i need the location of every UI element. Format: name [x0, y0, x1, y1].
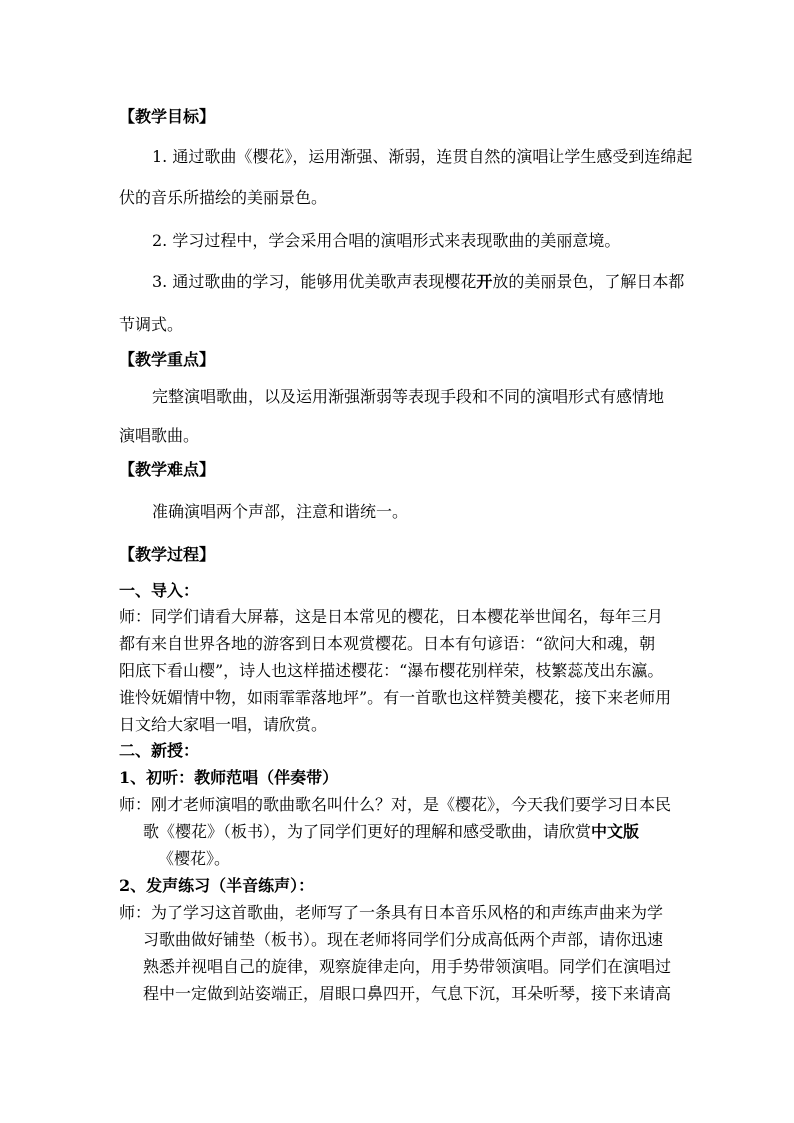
difficulties-line-1: 准确演唱两个声部，注意和谐统一。	[152, 502, 409, 521]
goals-item-2: 2. 学习过程中，学会采用合唱的演唱形式来表现歌曲的美丽意境。	[152, 231, 621, 250]
process-step-2-line-2: 习歌曲做好铺垫（板书）。现在老师将同学们分成高低两个声部，请你迅速	[143, 930, 664, 949]
key-points-line-2: 演唱歌曲。	[119, 426, 200, 445]
key-points-heading: 【教学重点】	[119, 350, 216, 369]
process-step-1-text: 歌《樱花》（板书），为了同学们更好的理解和感受歌曲，请欣赏	[143, 822, 592, 841]
goals-item-3-line-1	[152, 272, 684, 292]
process-part-1-line-1: 师：同学们请看大屏幕，这是日本常见的樱花，日本樱花举世闻名，每年三月	[119, 607, 664, 626]
process-step-2-line-3: 熟悉并视唱自己的旋律，观察旋律走向，用手势带领演唱。同学们在演唱过	[143, 957, 672, 976]
process-step-1-line-3: 《樱花》。	[158, 849, 231, 868]
process-step-1-title: 1、初听：教师范唱（伴奏带）	[119, 768, 339, 787]
process-heading: 【教学过程】	[119, 545, 216, 564]
process-part-1-line-5: 日文给大家唱一唱，请欣赏。	[119, 715, 328, 734]
process-part-1-title: 一、导入：	[119, 581, 200, 600]
process-part-2-title: 二、新授：	[119, 741, 200, 760]
goals-item-3-text-a: 3. 通过歌曲的学习，能够用优美歌声表现樱花	[152, 272, 477, 291]
process-part-1-line-2: 都有来自世界各地的游客到日本观赏樱花。日本有句谚语：“欲问大和魂，朝	[119, 634, 656, 653]
goals-item-3-text-b: 放的美丽景色，了解日本都	[492, 272, 685, 291]
process-step-1-line-2	[143, 822, 639, 842]
goals-item-1-line-2: 伏的音乐所描绘的美丽景色。	[119, 188, 328, 207]
process-step-2-line-1: 师：为了学习这首歌曲，老师写了一条具有日本音乐风格的和声练声曲来为学	[119, 903, 664, 922]
goals-item-1-line-1: 1. 通过歌曲《樱花》，运用渐强、渐弱，连贯自然的演唱让学生感受到连绵起	[152, 147, 693, 166]
goals-heading: 【教学目标】	[119, 107, 216, 126]
process-part-1-line-4: 谁怜妩媚情中物，如雨霏霏落地坪”。有一首歌也这样赞美樱花，接下来老师用	[119, 688, 672, 707]
difficulties-heading: 【教学难点】	[119, 460, 216, 479]
process-step-2-title: 2、发声练习（半音练声）：	[119, 876, 315, 895]
process-step-1-bold: 中文版	[591, 822, 640, 841]
goals-item-3-bold: 开	[476, 272, 493, 291]
goals-item-3-line-2: 节调式。	[119, 315, 184, 334]
process-step-1-line-1: 师：刚才老师演唱的歌曲歌名叫什么？对，是《樱花》，今天我们要学习日本民	[119, 795, 672, 814]
process-step-2-line-4: 程中一定做到站姿端正，眉眼口鼻四开，气息下沉，耳朵听琴，接下来请高	[143, 984, 672, 1003]
key-points-line-1: 完整演唱歌曲，以及运用渐强渐弱等表现手段和不同的演唱形式有感情地	[152, 387, 665, 406]
process-part-1-line-3: 阳底下看山樱”，诗人也这样描述樱花：“瀑布樱花别样荣，枝繁蕊茂出东瀛。	[119, 661, 664, 680]
